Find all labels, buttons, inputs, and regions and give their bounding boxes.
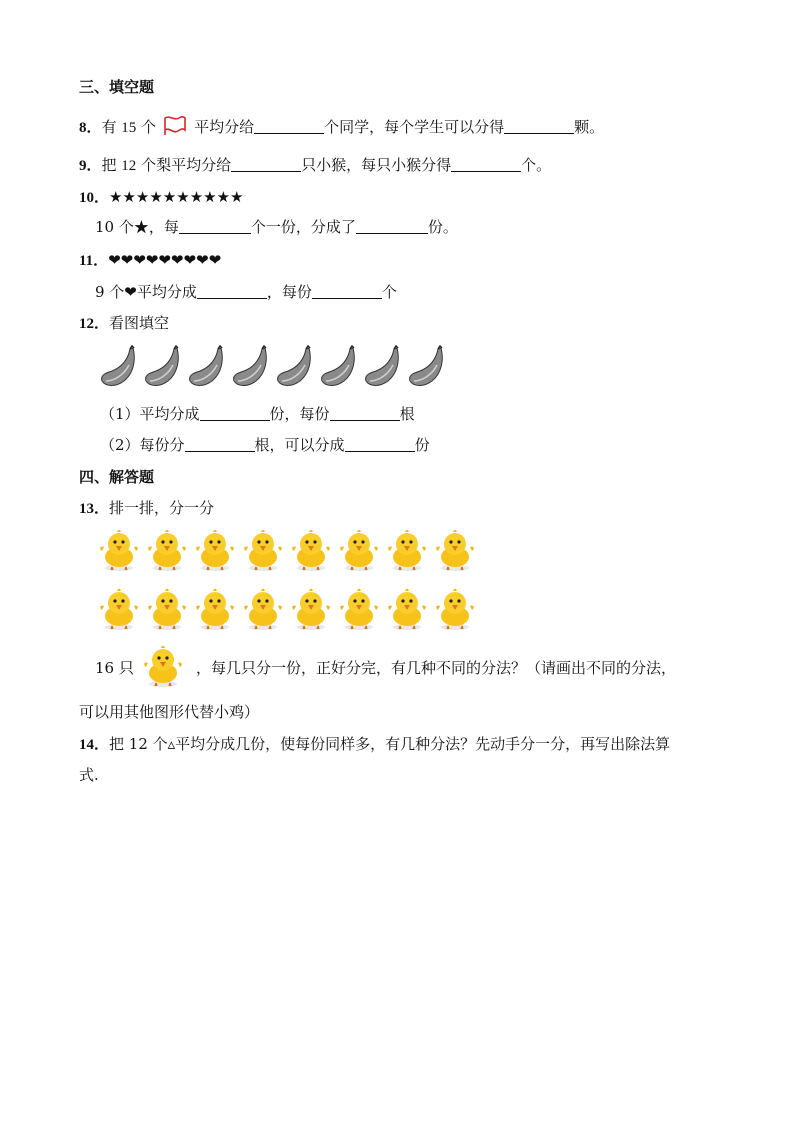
question-number: 14． <box>79 737 110 753</box>
question-13-prompt: 16 只 <box>95 659 134 677</box>
answer-blank[interactable] <box>185 435 255 452</box>
banana-icon <box>360 345 404 393</box>
answer-blank[interactable] <box>179 217 251 234</box>
chick-icon <box>193 588 237 636</box>
banana-icon <box>184 345 228 393</box>
question-number: 11． <box>79 253 109 269</box>
chick-row <box>97 588 481 636</box>
question-number: 13． <box>79 501 110 517</box>
question-9: 9．把 12 个梨平均分给 只小猴，每只小猴分得 个。 <box>79 156 552 174</box>
section-title: 三、填空题 <box>79 78 155 96</box>
question-13-prompt-cont: ，每几只分一份，正好分完，有几种不同的分法？（请画出不同的分法， <box>196 659 677 677</box>
chick-icon <box>97 588 141 636</box>
question-number: 10． <box>79 190 110 206</box>
chick-icon <box>145 529 189 577</box>
question-14: 14．把 12 个▵平均分成几份，使每份同样多，有几种分法？先动手分一分，再写出除法算 <box>79 735 671 753</box>
question-11 <box>79 250 221 271</box>
banana-icon <box>316 345 360 393</box>
banana-icon <box>140 345 184 393</box>
question-12-part2: （2）每份分 根，可以分成 份 <box>100 436 430 454</box>
flag-icon <box>162 115 188 142</box>
chick-icon <box>385 588 429 636</box>
question-12-part1: （1）平均分成 份，每份 根 <box>100 405 415 423</box>
answer-blank[interactable] <box>356 217 428 234</box>
answer-blank[interactable] <box>200 404 270 421</box>
question-13-line2: 可以用其他图形代替小鸡） <box>79 703 260 721</box>
banana-icon <box>228 345 272 393</box>
chick-icon <box>433 588 477 636</box>
chick-icon <box>337 588 381 636</box>
chick-icon <box>385 529 429 577</box>
question-14-line2: 式. <box>79 766 99 784</box>
chick-icon <box>337 529 381 577</box>
chick-icon <box>433 529 477 577</box>
chick-icon <box>141 645 185 693</box>
chick-icon <box>193 529 237 577</box>
question-title: 看图填空 <box>109 314 170 332</box>
answer-blank[interactable] <box>254 117 324 134</box>
answer-blank[interactable] <box>231 155 301 172</box>
question-number: 9． <box>79 158 102 174</box>
chick-icon <box>241 588 285 636</box>
banana-icon <box>96 345 140 393</box>
banana-icon <box>272 345 316 393</box>
answer-blank[interactable] <box>345 435 415 452</box>
banana-row <box>96 345 448 393</box>
banana-icon <box>404 345 448 393</box>
chick-icon <box>241 529 285 577</box>
question-8: 8．有 15 个 平均分给 个同学，每个学生可以分得 颗。 <box>79 115 604 142</box>
chick-icon <box>97 529 141 577</box>
chick-icon <box>289 588 333 636</box>
answer-blank[interactable] <box>504 117 574 134</box>
hearts-row: ❤❤❤❤❤❤❤❤❤ <box>108 251 222 269</box>
answer-blank[interactable] <box>312 282 382 299</box>
question-13 <box>79 498 214 519</box>
answer-blank[interactable] <box>197 282 267 299</box>
question-number: 8． <box>79 120 102 136</box>
question-number: 12． <box>79 316 110 332</box>
chick-row <box>97 529 481 577</box>
answer-blank[interactable] <box>330 404 400 421</box>
answer-blank[interactable] <box>451 155 521 172</box>
chick-icon <box>145 588 189 636</box>
question-10-line2: 10 个★，每 个一份，分成了 份。 <box>95 218 458 236</box>
question-title: 排一排，分一分 <box>109 499 215 517</box>
section-title: 四、解答题 <box>79 468 155 486</box>
question-11-line2: 9 个❤平均分成 ，每份 个 <box>95 283 397 301</box>
question-12 <box>79 313 169 334</box>
stars-row: ★★★★★★★★★★ <box>109 188 244 206</box>
question-10 <box>79 187 244 208</box>
chick-icon <box>289 529 333 577</box>
